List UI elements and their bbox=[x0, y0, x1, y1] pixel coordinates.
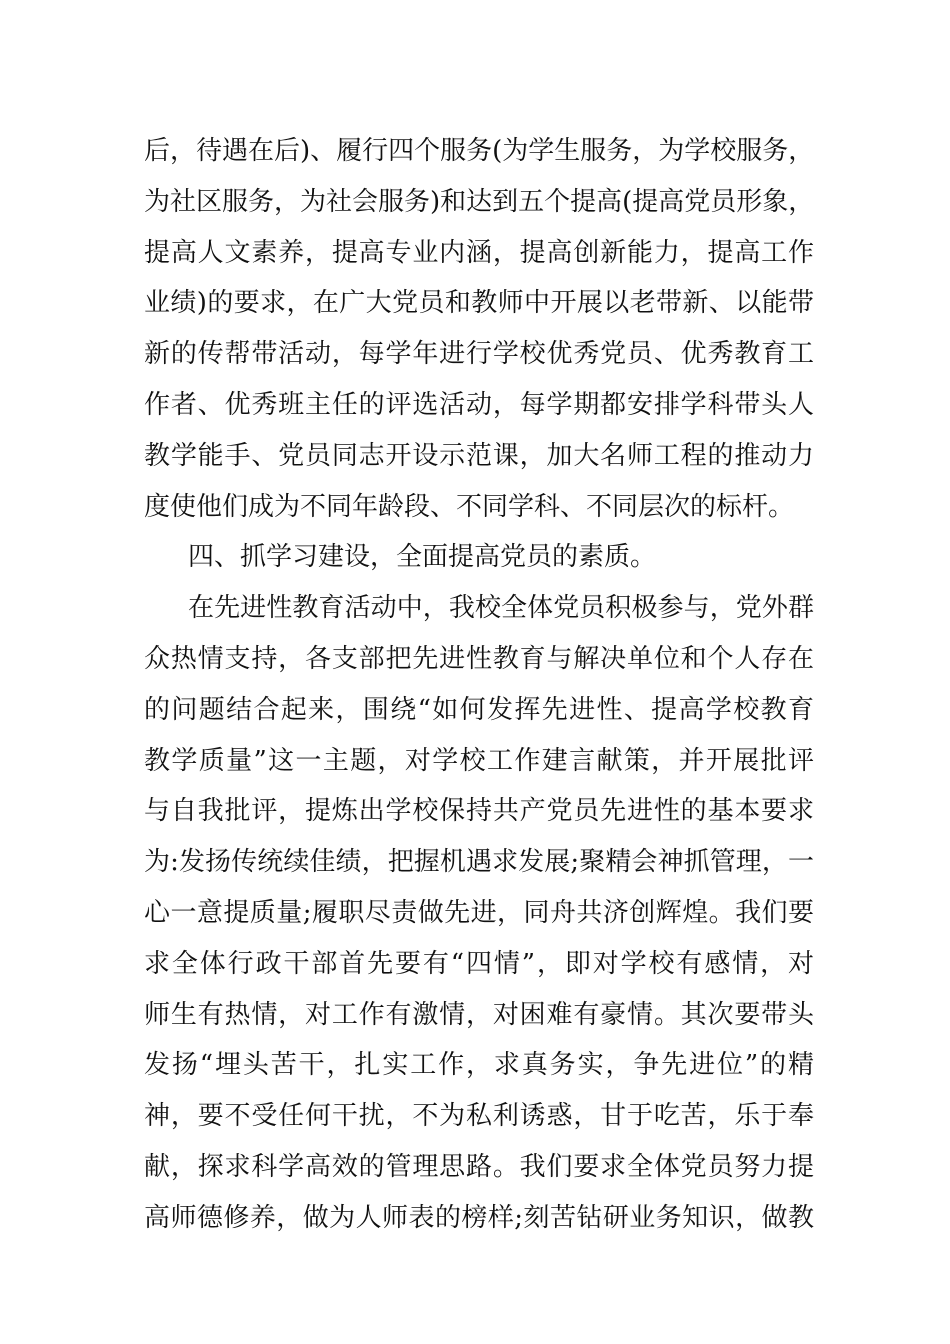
paragraph-first-line: 在先进性教育活动中，我校全体党员积极参与，党外群 bbox=[188, 593, 814, 624]
text-line: 教学质量”这一主题，对学校工作建言献策，并开展批评 bbox=[144, 745, 814, 776]
text-line: 师生有热情，对工作有激情，对困难有豪情。其次要带头 bbox=[144, 999, 814, 1030]
text-line: 高师德修养，做为人师表的榜样;刻苦钻研业务知识，做教 bbox=[144, 1202, 814, 1233]
section-heading: 四、抓学习建设，全面提高党员的素质。 bbox=[188, 542, 657, 573]
text-line: 业绩)的要求，在广大党员和教师中开展以老带新、以能带 bbox=[144, 288, 814, 319]
body-text bbox=[144, 126, 814, 1244]
text-line: 与自我批评，提炼出学校保持共产党员先进性的基本要求 bbox=[144, 796, 814, 827]
text-line: 度使他们成为不同年龄段、不同学科、不同层次的标杆。 bbox=[144, 491, 795, 522]
text-line: 心一意提质量;履职尽责做先进，同舟共济创辉煌。我们要 bbox=[144, 897, 814, 928]
text-line: 为:发扬传统续佳绩，把握机遇求发展;聚精会神抓管理，一 bbox=[144, 847, 814, 878]
text-line: 众热情支持，各支部把先进性教育与解决单位和个人存在 bbox=[144, 643, 814, 674]
text-line: 教学能手、党员同志开设示范课，加大名师工程的推动力 bbox=[144, 440, 814, 471]
text-line: 求全体行政干部首先要有“四情”，即对学校有感情，对 bbox=[144, 948, 814, 979]
text-line: 为社区服务，为社会服务)和达到五个提高(提高党员形象， bbox=[144, 186, 815, 217]
text-line: 作者、优秀班主任的评选活动，每学期都安排学科带头人 bbox=[144, 389, 814, 420]
text-line: 神，要不受任何干扰，不为私利诱惑，甘于吃苦，乐于奉 bbox=[144, 1101, 814, 1132]
text-line: 发扬“埋头苦干，扎实工作，求真务实，争先进位”的精 bbox=[144, 1050, 814, 1081]
text-line: 的问题结合起来，围绕“如何发挥先进性、提高学校教育 bbox=[144, 694, 814, 725]
text-line: 献，探求科学高效的管理思路。我们要求全体党员努力提 bbox=[144, 1151, 814, 1182]
text-line: 新的传帮带活动，每学年进行学校优秀党员、优秀教育工 bbox=[144, 339, 814, 370]
text-line: 后，待遇在后)、履行四个服务(为学生服务，为学校服务， bbox=[144, 136, 815, 166]
text-line: 提高人文素养，提高专业内涵，提高创新能力，提高工作 bbox=[144, 237, 814, 268]
